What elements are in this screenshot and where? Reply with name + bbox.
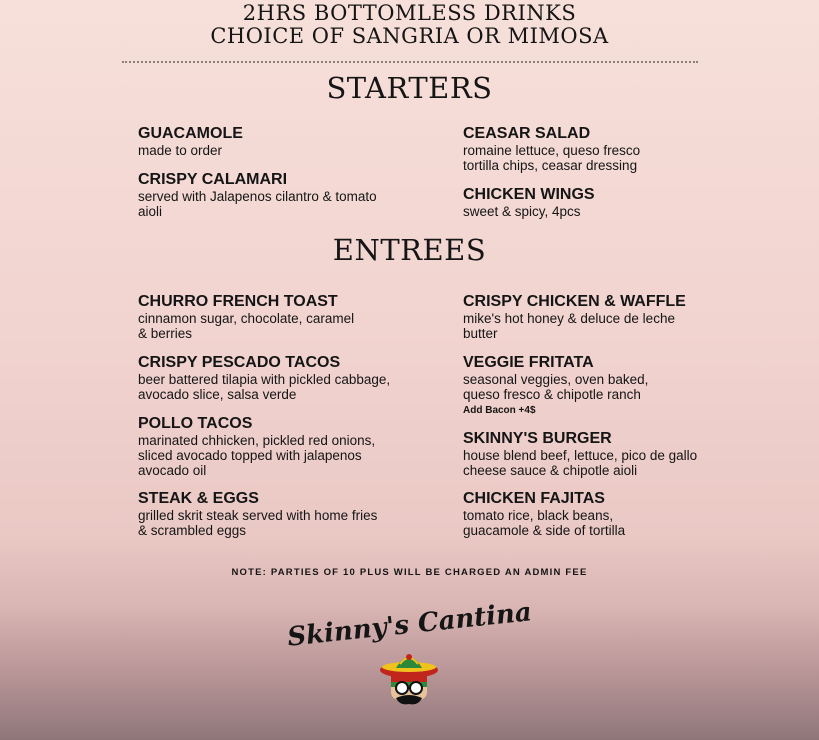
item-name: CRISPY PESCADO TACOS bbox=[138, 354, 341, 371]
item-name: STEAK & EGGS bbox=[138, 490, 259, 507]
item-name: CHICKEN WINGS bbox=[463, 186, 595, 203]
item-name: CHURRO FRENCH TOAST bbox=[138, 293, 338, 310]
menu-item-chicken-wings bbox=[463, 186, 753, 219]
starters-heading: STARTERS bbox=[326, 71, 493, 105]
item-name: CEASAR SALAD bbox=[463, 125, 591, 142]
item-name: VEGGIE FRITATA bbox=[463, 354, 594, 371]
item-desc: sweet & spicy, 4pcs bbox=[463, 204, 581, 219]
item-name: GUACAMOLE bbox=[138, 125, 243, 142]
menu-item-guacamole bbox=[138, 125, 428, 158]
item-desc: house blend beef, lettuce, pico de gallo cheese sauce & chipotle aioli bbox=[463, 448, 698, 478]
item-desc: beer battered tilapia with pickled cabbage, avocado slice, salsa verde bbox=[138, 372, 391, 402]
menu-item-pollo-tacos bbox=[138, 415, 428, 478]
promo-line-2: CHOICE OF SANGRIA OR MIMOSA bbox=[210, 24, 609, 48]
item-desc: made to order bbox=[138, 143, 223, 158]
menu-item-churro-french-toast bbox=[138, 293, 428, 341]
menu-item-veggie-fritata bbox=[463, 354, 753, 419]
menu-item-crispy-calamari bbox=[138, 171, 428, 219]
item-desc: seasonal veggies, oven baked, queso fresco & chipotle ranch bbox=[463, 372, 649, 402]
dotted-divider bbox=[122, 61, 698, 63]
item-name: SKINNY'S BURGER bbox=[463, 430, 612, 447]
menu-item-crispy-chicken-waffle bbox=[463, 293, 753, 341]
item-name: CHICKEN FAJITAS bbox=[463, 490, 605, 507]
item-name: POLLO TACOS bbox=[138, 415, 253, 432]
item-desc: served with Jalapenos cilantro & tomato aioli bbox=[138, 189, 377, 219]
item-desc: mike's hot honey & deluce de leche butter bbox=[463, 311, 675, 341]
brand-logotype: Skinny's Cantina bbox=[285, 597, 534, 653]
item-name: CRISPY CALAMARI bbox=[138, 171, 288, 188]
menu-item-skinnys-burger bbox=[463, 430, 753, 478]
item-desc: tomato rice, black beans, guacamole & side of tortilla bbox=[463, 508, 626, 538]
menu-item-steak-and-eggs bbox=[138, 490, 428, 538]
admin-fee-note: NOTE: PARTIES OF 10 PLUS WILL BE CHARGED AN ADMIN FEE bbox=[231, 567, 588, 578]
sombrero-mascot-icon bbox=[378, 648, 440, 710]
item-addon: Add Bacon +4$ bbox=[463, 405, 536, 416]
item-desc: marinated chhicken, pickled red onions, sliced avocado topped with jalapenos avocado oil bbox=[138, 433, 376, 478]
promo-line-1: 2HRS BOTTOMLESS DRINKS bbox=[242, 1, 577, 25]
item-desc: grilled skrit steak served with home fries & scrambled eggs bbox=[138, 508, 378, 538]
entrees-heading: ENTREES bbox=[332, 233, 487, 267]
item-name: CRISPY CHICKEN & WAFFLE bbox=[463, 293, 686, 310]
menu-item-chicken-fajitas bbox=[463, 490, 753, 538]
menu-item-ceasar-salad bbox=[463, 125, 753, 173]
item-desc: romaine lettuce, queso fresco tortilla chips, ceasar dressing bbox=[463, 143, 641, 173]
menu-item-crispy-pescado-tacos bbox=[138, 354, 428, 402]
item-desc: cinnamon sugar, chocolate, caramel & berries bbox=[138, 311, 355, 341]
